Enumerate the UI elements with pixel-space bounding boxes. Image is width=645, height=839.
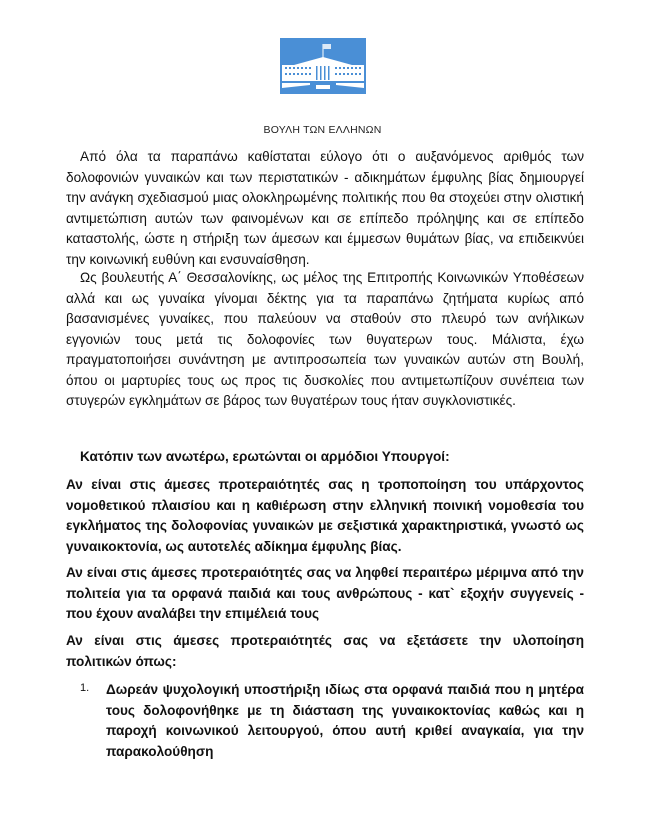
list-item-text: Δωρεάν ψυχολογική υποστήριξη ιδίως στα ορφανά παιδιά που η μητέρα τους δολοφονήθηκε με τη διάσταση της γυναικοκτονίας καθώς και η παροχή κοινωνικού λειτουργού, όπου αυτή κριθεί αναγκαία, για την παρακολούθηση — [106, 682, 584, 759]
list-item-number: 1. — [80, 682, 90, 694]
hellenic-parliament-building-icon — [280, 38, 366, 94]
numbered-list-item — [80, 680, 584, 762]
question — [66, 563, 584, 625]
question — [66, 475, 584, 557]
paragraph-text: Από όλα τα παραπάνω καθίσταται εύλογο ότι ο αυξανόμενος αριθμός των δολοφονιών γυναικών και των περιστατικών - αδικημάτων έμφυλης βίας δημιουργεί την ανάγκη σχεδιασμού μιας ολοκληρωμένης πολιτικής που θα στοχεύει στην ολιστική αντιμετώπιση αυτών των φαινομένων και σε επίπεδο πρόληψης και σε επίπεδο καταστολής, ώστε η στήριξη των άμεσων και έμμεσων θυμάτων βίας, να επιδεικνύει την κοινωνική ευθύνη και ενσυναίσθηση. — [66, 149, 584, 267]
question-text: Αν είναι στις άμεσες προτεραιότητές σας να εξετάσετε την υλοποίηση πολιτικών όπως: — [66, 633, 584, 669]
questions-intro — [66, 447, 584, 468]
body-paragraph — [66, 147, 584, 270]
question-text: Αν είναι στις άμεσες προτεραιότητές σας η τροποποίηση του υπάρχοντος νομοθετικού πλαισίου και η καθιέρωση στην ελληνική ποινική νομοθεσία του εγκλήματος της δολοφονίας γυναικών με σεξιστικά χαρακτηριστικά, γνωστό ως γυναικοκτονία, ως αυτοτελές αδίκημα έμφυλης βίας. — [66, 477, 584, 554]
question-text: Αν είναι στις άμεσες προτεραιότητές σας να ληφθεί περαιτέρω μέριμνα από την πολιτεία για τα ορφανά παιδιά και τους ανθρώπους - κατ` εξοχήν συγγενείς - που έχουν αναλάβει την επιμέλειά τους — [66, 565, 584, 621]
paragraph-text: Ως βουλευτής Α΄ Θεσσαλονίκης, ως μέλος της Επιτροπής Κοινωνικών Υποθέσεων αλλά και ως γυναίκα γίνομαι δέκτης για τα παραπάνω ζητήματα κυρίως από βασανισμένες γυναίκες, που παλεύουν να σταθούν στο πλευρό των ανήλικων εγγονιών τους μετά τις δολοφονίες των θυγατερων τους. Μάλιστα, έχω πραγματοποιήσει συνάντηση με αντιπροσωπεία των γυναικών αυτών στη Βουλή, όπου οι μαρτυρίες τους ως προς τις δυσκολίες που αντιμετωπίζουν συνέπεια των στυγερών εγκλημάτων σε βάρος των θυγατέρων τους ήταν συγκλονιστικές. — [66, 270, 584, 408]
body-paragraph — [66, 268, 584, 412]
questions-intro-text: Κατόπιν των ανωτέρω, ερωτώνται οι αρμόδιοι Υπουργοί: — [80, 449, 450, 464]
document-header-title: ΒΟΥΛΗ ΤΩΝ ΕΛΛΗΝΩΝ — [263, 124, 382, 136]
parliament-logo — [280, 38, 366, 94]
question — [66, 631, 584, 672]
